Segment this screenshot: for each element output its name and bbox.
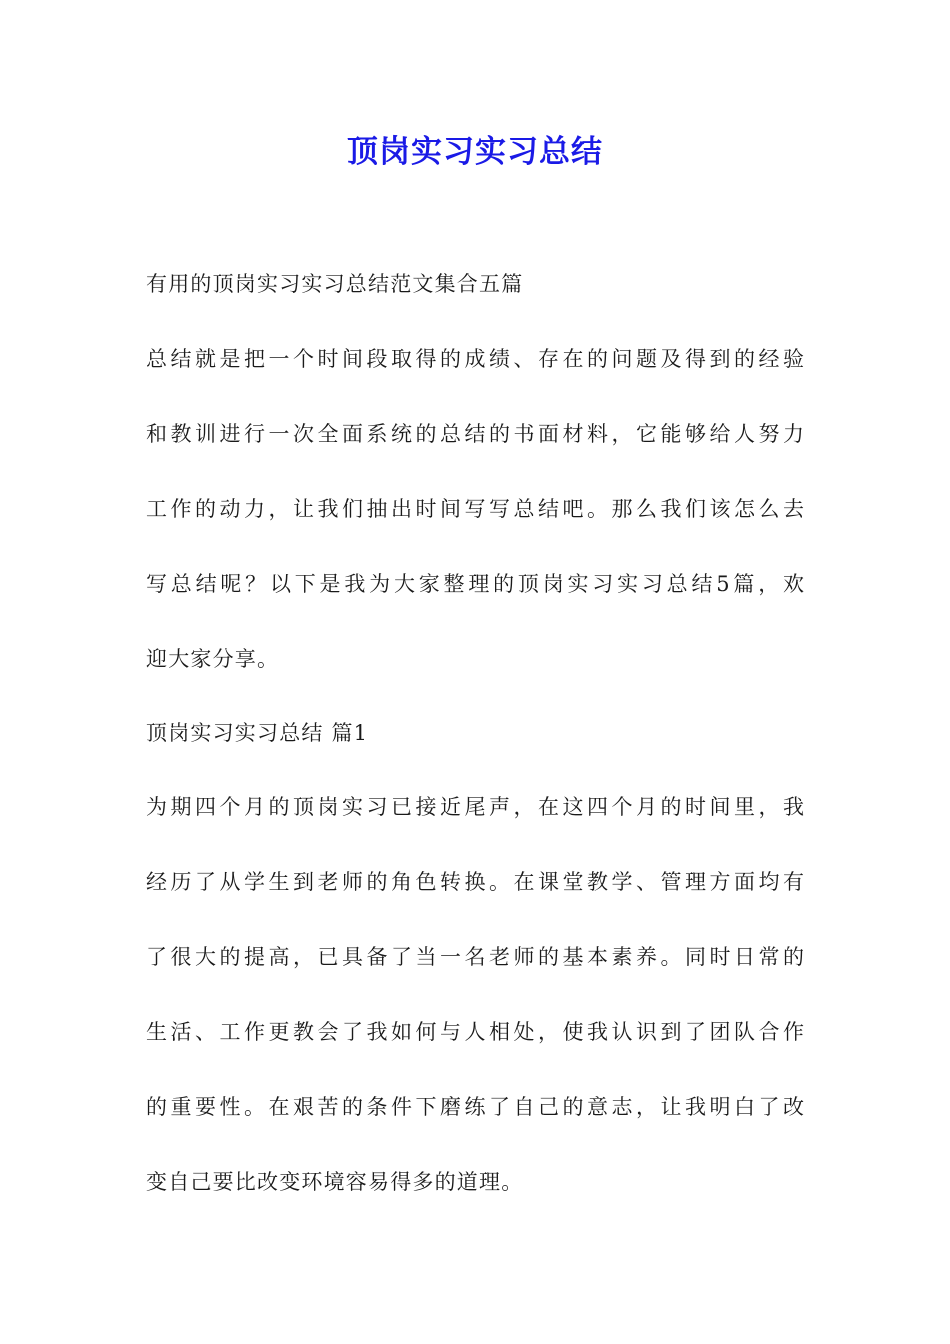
paragraph-line: 生活、工作更教会了我如何与人相处，使我认识到了团队合作 [146, 1020, 804, 1044]
paragraph-line: 经历了从学生到老师的角色转换。在课堂教学、管理方面均有 [146, 870, 804, 894]
paragraph-line: 迎大家分享。 [146, 647, 280, 671]
document-title: 顶岗实习实习总结 [347, 134, 603, 170]
section-heading: 顶岗实习实习总结 篇1 [146, 721, 369, 745]
paragraph-line: 总结就是把一个时间段取得的成绩、存在的问题及得到的经验 [146, 347, 804, 371]
paragraph-line: 了很大的提高，已具备了当一名老师的基本素养。同时日常的 [146, 945, 804, 969]
paragraph-line: 变自己要比改变环境容易得多的道理。 [146, 1170, 524, 1194]
subtitle-line: 有用的顶岗实习实习总结范文集合五篇 [146, 272, 524, 296]
paragraph-line: 的重要性。在艰苦的条件下磨练了自己的意志，让我明白了改 [146, 1095, 804, 1119]
paragraph-line: 为期四个月的顶岗实习已接近尾声，在这四个月的时间里，我 [146, 795, 804, 819]
paragraph-line: 和教训进行一次全面系统的总结的书面材料，它能够给人努力 [146, 422, 804, 446]
paragraph-line: 写总结呢？以下是我为大家整理的顶岗实习实习总结5篇，欢 [146, 572, 804, 596]
paragraph-line: 工作的动力，让我们抽出时间写写总结吧。那么我们该怎么去 [146, 497, 804, 521]
